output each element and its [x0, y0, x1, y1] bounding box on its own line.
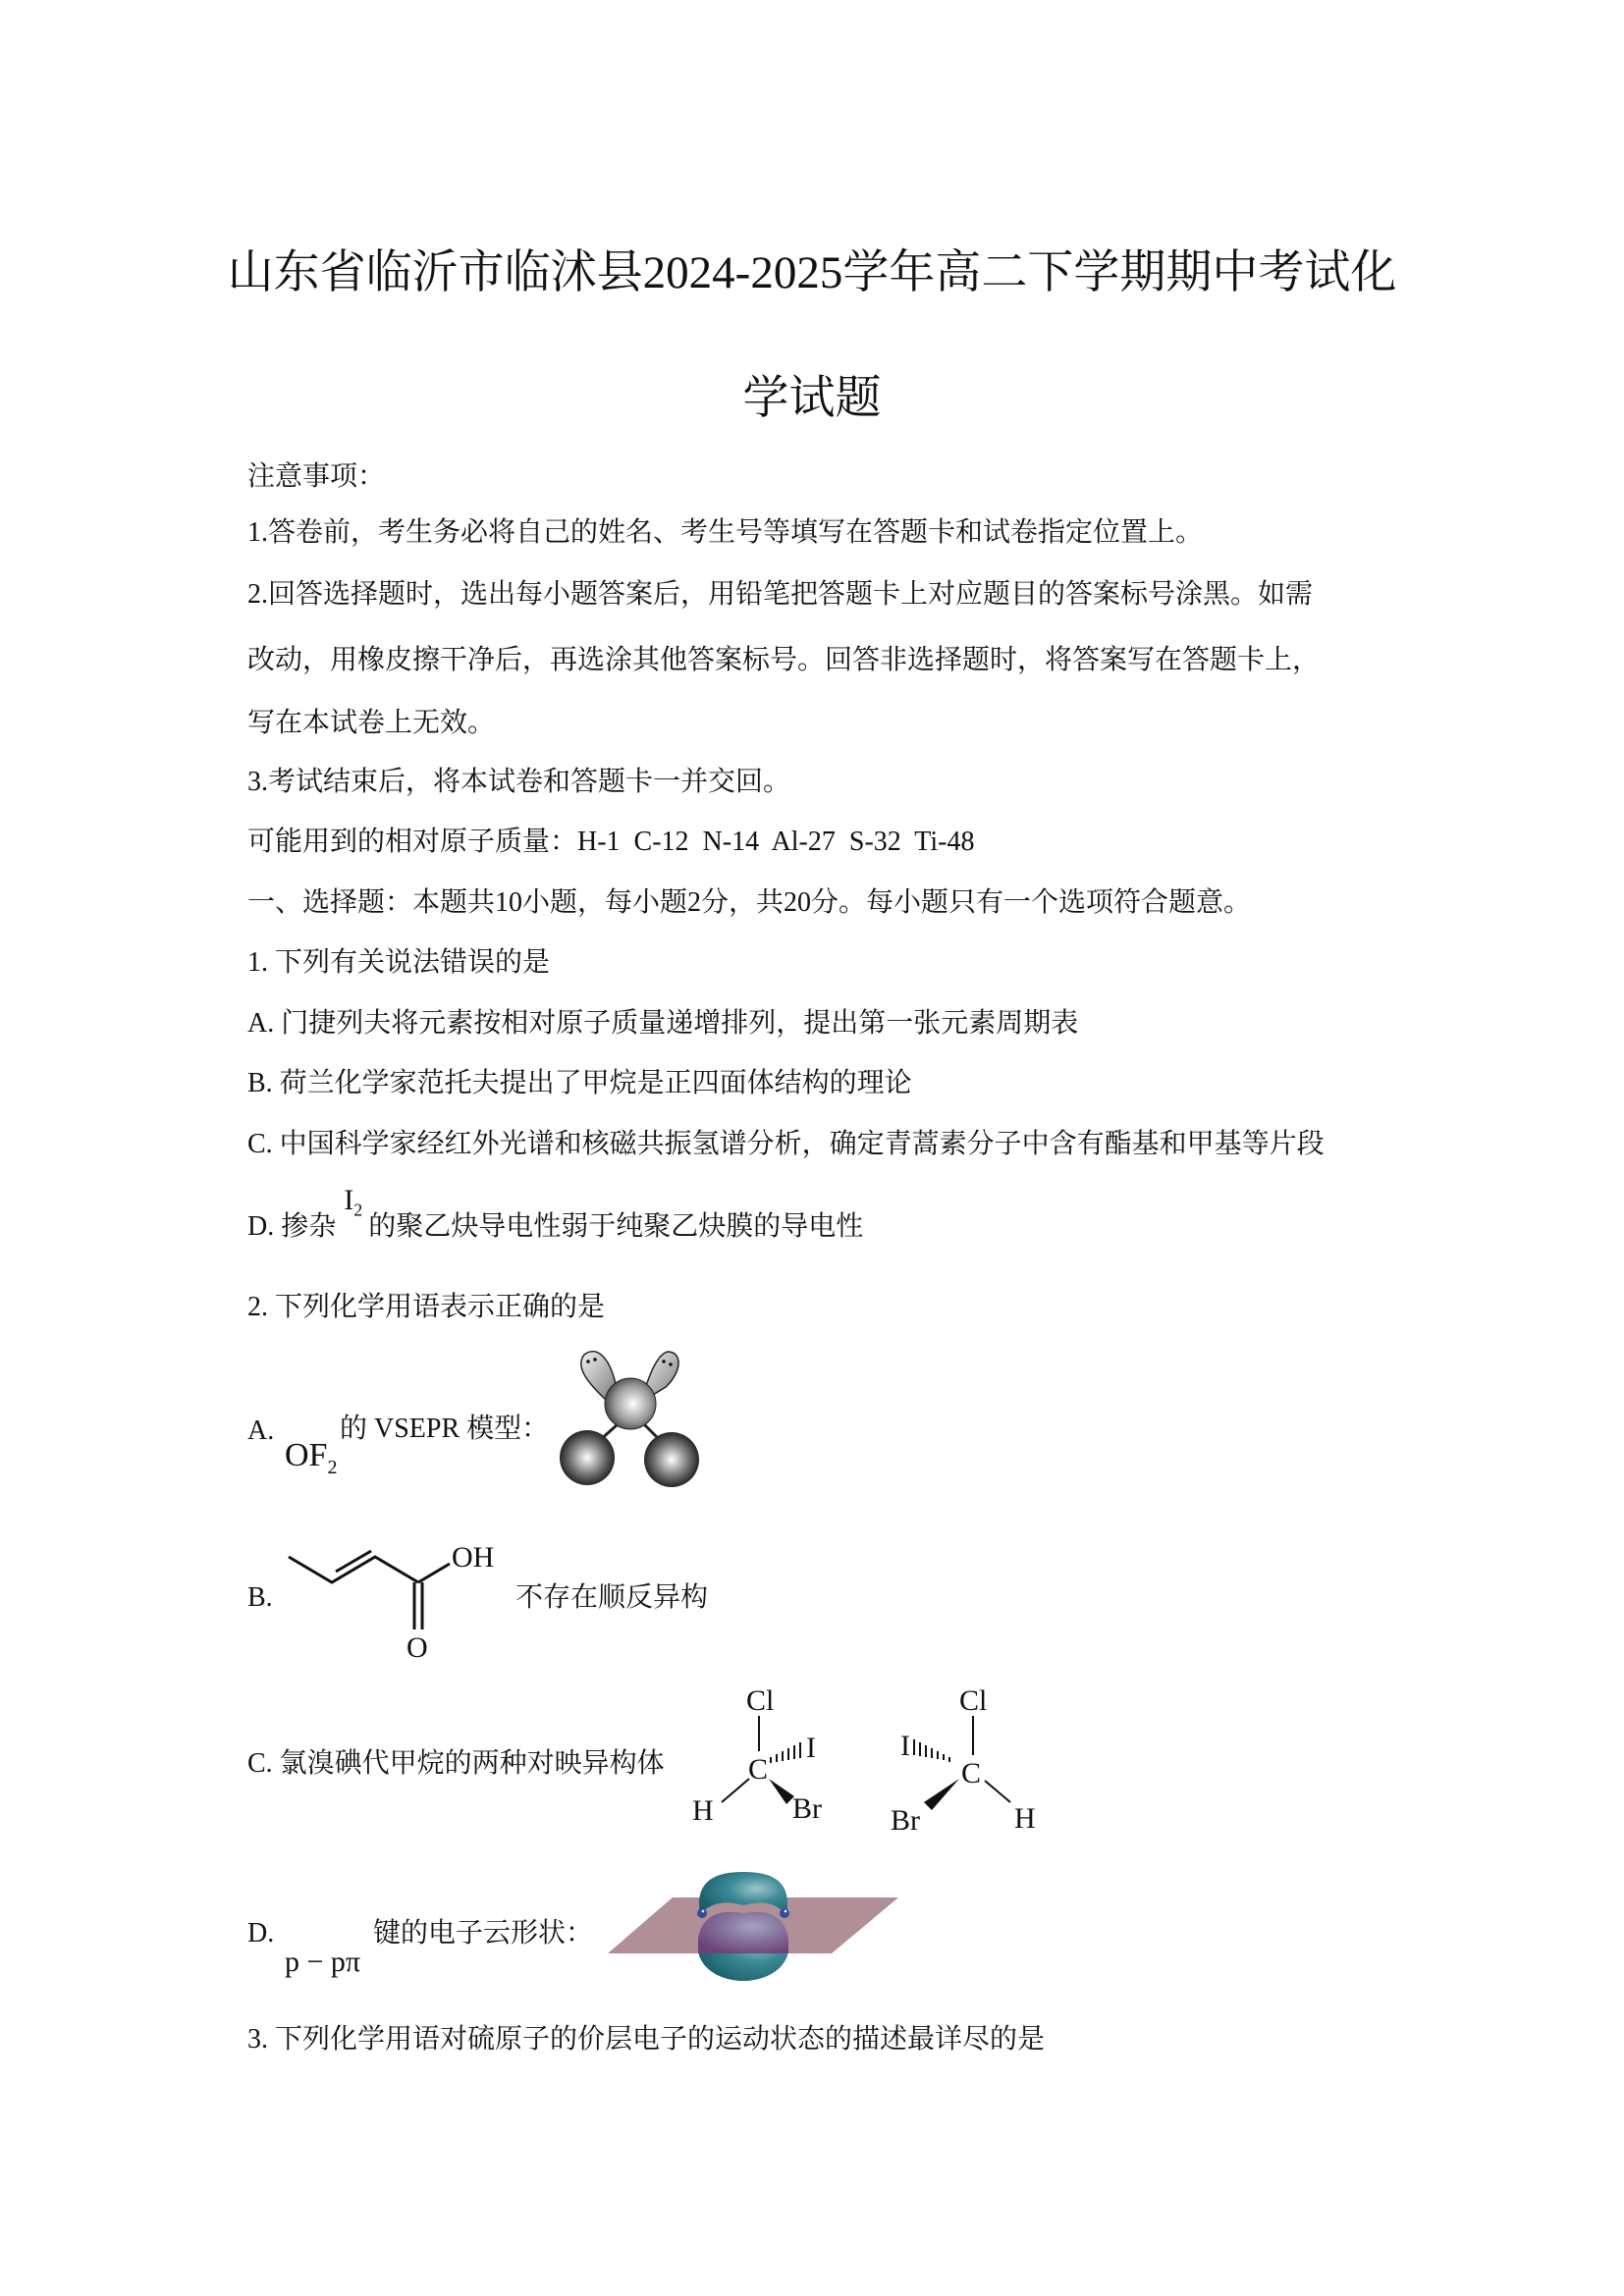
question-2-option-b-label: B.	[247, 1582, 273, 1613]
page-title-line1: 山东省临沂市临沭县2024-2025学年高二下学期期中考试化	[227, 247, 1397, 298]
svg-text:H: H	[1014, 1802, 1036, 1835]
crotonic-acid-structure	[285, 1531, 520, 1664]
option-d-suffix: 的聚乙炔导电性弱于纯聚乙炔膜的导电性	[368, 1211, 864, 1242]
svg-text:C: C	[961, 1757, 982, 1789]
atomic-masses: 可能用到的相对原子质量：H-1 C-12 N-14 Al-27 S-32 Ti-48	[247, 827, 975, 857]
question-2-option-a-text: 的 VSEPR 模型：	[340, 1414, 550, 1444]
note-item: 写在本试卷上无效。	[247, 708, 496, 738]
question-2-option-b-text: 不存在顺反异构	[515, 1582, 709, 1613]
svg-text:H: H	[692, 1794, 714, 1827]
question-1-option-b: B. 荷兰化学家范托夫提出了甲烷是正四面体结构的理论	[247, 1068, 912, 1098]
notes-heading: 注意事项：	[247, 461, 386, 492]
option-d-prefix: D. 掺杂	[247, 1211, 337, 1242]
svg-text:OH: OH	[452, 1541, 495, 1574]
question-2-option-d-label: D.	[247, 1918, 275, 1949]
note-item: 1.答卷前，考生务必将自己的姓名、考生号等填写在答题卡和试卷指定位置上。	[247, 517, 1204, 548]
vsepr-model-diagram	[550, 1340, 707, 1487]
p-p-pi-formula: p − pπ	[285, 1946, 361, 1978]
question-2-stem: 2. 下列化学用语表示正确的是	[247, 1292, 606, 1322]
svg-text:O: O	[406, 1631, 428, 1664]
question-1-option-c: C. 中国科学家经红外光谱和核磁共振氢谱分析，确定青蒿素分子中含有酯基和甲基等片段	[247, 1129, 1325, 1159]
note-item: 改动，用橡皮擦干净后，再选涂其他答案标号。回答非选择题时，将答案写在答题卡上，	[247, 645, 1321, 675]
question-2-option-a-label: A.	[247, 1415, 275, 1446]
question-1-option-a: A. 门捷列夫将元素按相对原子质量递增排列，提出第一张元素周期表	[247, 1008, 1079, 1039]
question-1-option-d	[247, 1184, 864, 1244]
question-2-option-d-text: 键的电子云形状：	[373, 1918, 594, 1949]
of2-formula: $OF_2$	[285, 1437, 338, 1478]
note-item: 3.考试结束后，将本试卷和答题卡一并交回。	[247, 767, 791, 797]
hashed-bond	[771, 1742, 800, 1763]
section-heading: 一、选择题：本题共10小题，每小题2分，共20分。每小题只有一个选项符合题意。	[247, 887, 1252, 918]
note-item: 2.回答选择题时，选出每小题答案后，用铅笔把答题卡上对应题目的答案标号涂黑。如需	[247, 579, 1314, 610]
svg-text:Cl: Cl	[959, 1684, 988, 1717]
svg-text:Cl: Cl	[746, 1684, 775, 1717]
enantiomer-right-structure	[879, 1681, 1056, 1838]
enantiomer-left-structure	[682, 1681, 859, 1828]
svg-text:I: I	[806, 1732, 816, 1764]
question-2-option-c-text: C. 氯溴碘代甲烷的两种对映异构体	[247, 1748, 665, 1779]
svg-text:Br: Br	[891, 1804, 920, 1837]
svg-text:C: C	[748, 1753, 769, 1786]
svg-text:Br: Br	[792, 1792, 822, 1825]
question-3-stem: 3. 下列化学用语对硫原子的价层电子的运动状态的描述最详尽的是	[247, 2024, 1046, 2055]
i2-formula: $I_2$	[344, 1184, 363, 1220]
question-1-stem: 1. 下列有关说法错误的是	[247, 947, 551, 978]
svg-text:I: I	[900, 1730, 910, 1762]
hashed-bond	[914, 1739, 949, 1762]
page-title-line2: 学试题	[742, 373, 882, 424]
pi-bond-electron-cloud	[604, 1870, 908, 1983]
